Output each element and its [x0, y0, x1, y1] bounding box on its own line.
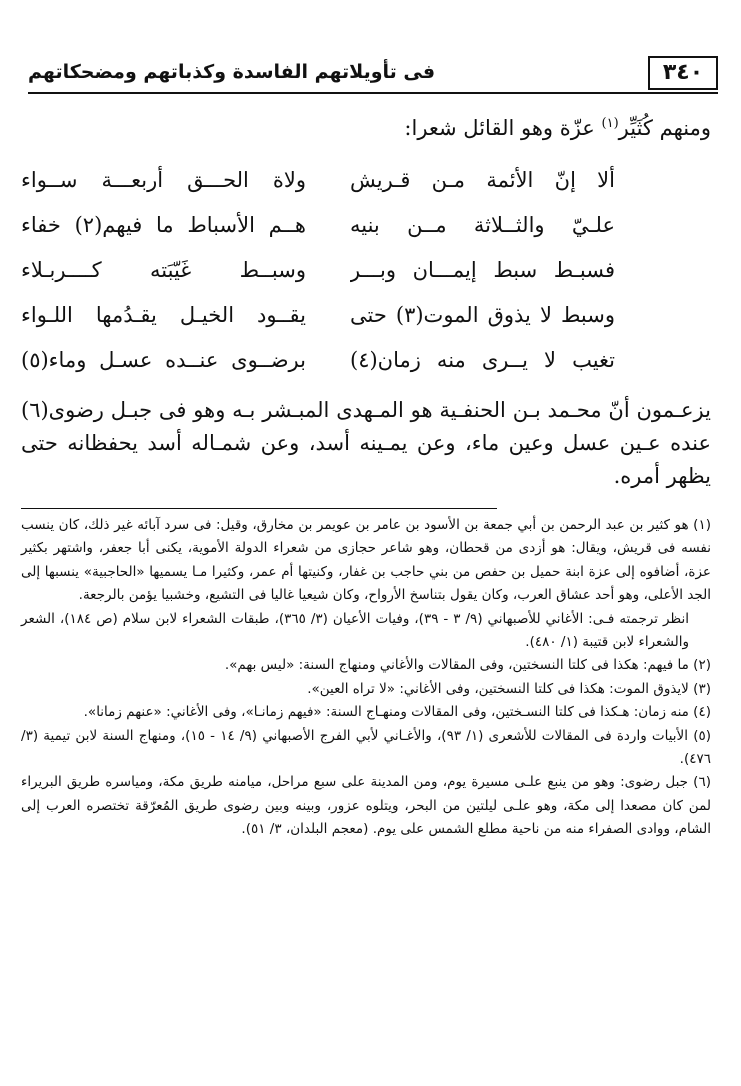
prose-paragraph: يزعـمون أنّ محـمد بـن الحنفـية هو المـهدى المبـشر بـه وهو فى جبـل رضوى(٦) عنده عـين عسل وعين ماء، وعن يمـينه أسد، وعن شمـاله أسد يحفظانه حتى يظهر أمره. — [21, 398, 711, 488]
verse-5 — [21, 340, 711, 385]
footnote-5: (٥) الأبيات واردة فى المقالات للأشعرى (١/ ٩٣)، والأغـاني لأبي الفرج الأصبهاني (٩/ ١٤ - ١٥)، ومنهاج السنة لابن تيمية (٣/ ٤٧٦). — [21, 727, 712, 768]
intro-text-before: ومنهم كُثَيِّر — [618, 116, 711, 140]
verse-1-first-hemistich: ألا إنّ الأئمة مـن قـريش — [350, 168, 615, 192]
verse-3-second-hemistich: وسبــط غَيّبَته كــــربـلاء — [21, 258, 306, 282]
verse-5-second-hemistich: برضــوى عنــده عسـل وماء(٥) — [21, 348, 306, 372]
footnote-4: (٤) منه زمان: هـكذا فى كلتا النسـختين، وفى المقالات ومنهـاج السنة: «فيهم زمانـا»، وفى الأغاني: «عنهم زمانا». — [83, 704, 711, 721]
footnotes — [21, 514, 711, 842]
footnote-1-sources: انظر ترجمته فـى: الأغاني للأصبهاني (٩/ ٣ - ٣٩)، وفيات الأعيان (٣/ ٣٦٥)، طبقات الشعراء لابن سلام (ص ١٨٤)، الشعر والشعراء لابن قتيبة (١/ ٤٨٠). — [21, 610, 689, 651]
footnote-3: (٣) لايذوق الموت: هكذا فى كلتا النسختين، وفى الأغاني: «لا تراه العين». — [307, 680, 711, 697]
verse-1 — [21, 160, 711, 205]
footnote-2: (٢) ما فيهم: هكذا فى كلتا النسختين، وفى المقالات والأغاني ومنهاج السنة: «ليس بهم». — [224, 657, 711, 674]
verse-4-second-hemistich: يقــود الخيـل يقـدُمها اللـواء — [21, 303, 306, 327]
page-number: ٣٤٠ — [648, 56, 718, 90]
verse-5-first-hemistich: تغيب لا يــرى منه زمان(٤) — [350, 348, 615, 372]
footnote-6: (٦) جبل رضوى: وهو من ينبع علـى مسيرة يوم، ومن المدينة على سبع مراحل، ميامنه طريق مكة، ومياسره طريق البريراء لمن كان مصعدا إلى مكة، وهو علـى ليلتين من البحر، ويتلوه عزور، وبينه وبين رضوى طريق المُعرّقة تختصره العرب إلى الشام، ووادى الصفراء منه من ناحية مطلع الشمس على يوم. (معجم البلدان، ٣/ ٥١). — [21, 774, 711, 838]
verse-2-first-hemistich: علـيّ والثــلاثة مــن بنيه — [350, 213, 615, 237]
intro-text-after: عزّة وهو القائل شعرا: — [404, 116, 602, 140]
verse-2 — [21, 205, 711, 250]
verse-1-second-hemistich: ولاة الحـــق أربعـــة ســواء — [21, 168, 306, 192]
verse-2-second-hemistich: هــم الأسباط ما فيهم(٢) خفاء — [21, 213, 306, 237]
header-rule — [28, 92, 718, 94]
page-header — [28, 56, 718, 94]
footnote-separator — [21, 508, 497, 509]
verse-4-first-hemistich: وسبط لا يذوق الموت(٣) حتى — [350, 303, 615, 327]
verse-3 — [21, 250, 711, 295]
poem — [21, 160, 711, 385]
intro-line — [21, 112, 711, 144]
footnote-ref-1[interactable]: (١) — [601, 116, 619, 131]
verse-4 — [21, 295, 711, 340]
verse-3-first-hemistich: فسبـط سبط إيمـــان وبـــر — [350, 258, 615, 282]
footnote-1: (١) هو كثير بن عبد الرحمن بن أبي جمعة بن الأسود بن عامر بن عويمر بن مخارق، وقيل: فى سرد آبائه غير ذلك، كان ينسب نفسه فى قريش، ويقال: هو أزدى من قحطان، وهو شاعر حجازى من شعراء الدولة الأموية، يكنى أبا جعفر، واشتهر بكثير عزة، أضافوه إلى عزة ابنة حميل بن حفص من بني حاجب بن غفار، وكنيتها أم عمر، وكثيرا مـا يسميها «الحاجبية» ينسبها إلى الجد الأعلى، وهو أحد عشاق العرب، وكان يقول بتناسخ الأرواح، وكان شيعيا غاليا فى التشيع، وخشبيا يؤمن بالرجعة. — [21, 517, 711, 604]
running-title: فى تأويلاتهم الفاسدة وكذباتهم ومضحكاتهم — [28, 61, 436, 83]
